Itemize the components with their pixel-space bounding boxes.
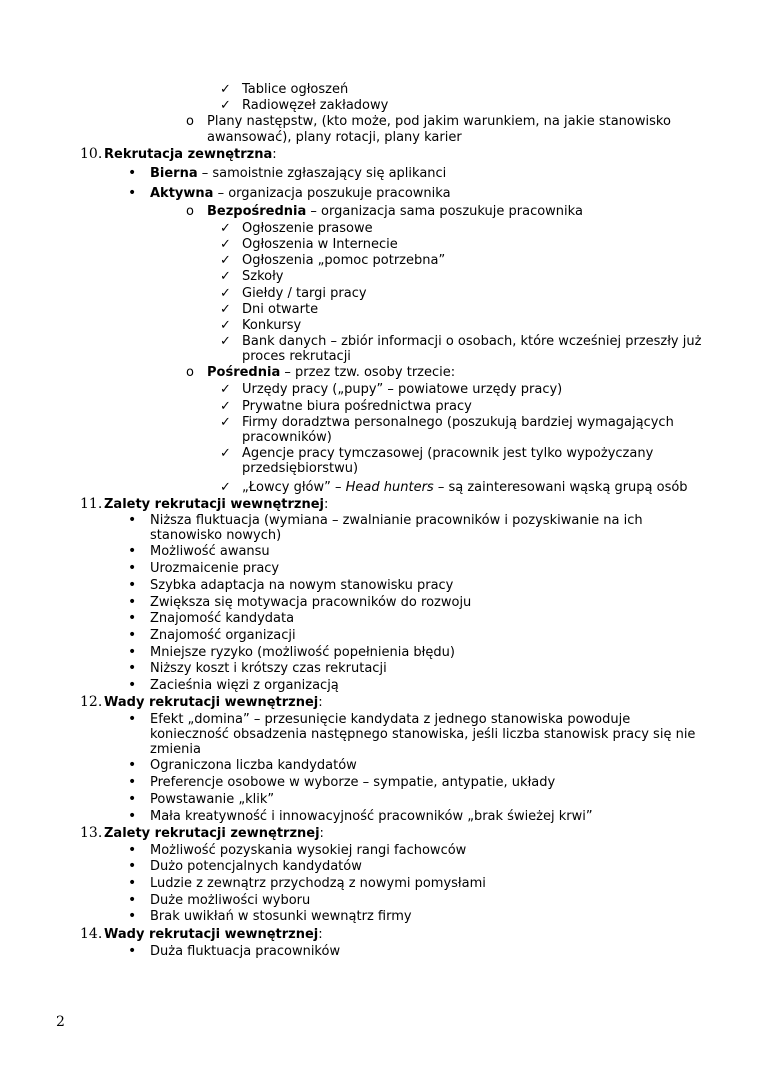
list-item: Dużo potencjalnych kandydatów bbox=[150, 859, 362, 874]
colon: : bbox=[318, 927, 323, 942]
check-icon: ✓ bbox=[220, 446, 231, 461]
list-item-continuation: awansować), plany rotacji, plany karier bbox=[207, 130, 462, 145]
list-item: Duża fluktuacja pracowników bbox=[150, 944, 341, 959]
check-icon: ✓ bbox=[220, 253, 231, 268]
circle-bullet-icon: o bbox=[186, 204, 194, 219]
bullet-icon: • bbox=[128, 512, 137, 528]
definition: – są zainteresowani wąską grupą osób bbox=[433, 480, 688, 495]
list-item: Zacieśnia więzi z organizacją bbox=[150, 678, 339, 693]
bullet-icon: • bbox=[128, 627, 137, 643]
list-item: Preferencje osobowe w wyborze – sympatie, antypatie, układy bbox=[150, 775, 556, 790]
list-item: Efekt „domina” – przesunięcie kandydata z jednego stanowiska powoduje bbox=[150, 712, 631, 727]
bullet-icon: • bbox=[128, 711, 137, 727]
list-item: Ogłoszenia w Internecie bbox=[242, 237, 398, 252]
list-item: Plany następstw, (kto może, pod jakim warunkiem, na jakie stanowisko bbox=[207, 114, 671, 129]
bullet-icon: • bbox=[128, 858, 137, 874]
list-item: Konkursy bbox=[242, 318, 302, 333]
list-item: Szybka adaptacja na nowym stanowisku pracy bbox=[150, 578, 454, 593]
colon: : bbox=[272, 147, 277, 162]
list-item-continuation: pracowników) bbox=[242, 430, 332, 445]
list-item: Tablice ogłoszeń bbox=[242, 82, 349, 97]
section-number: 10. bbox=[80, 146, 103, 162]
bullet-icon: • bbox=[128, 791, 137, 807]
list-item: Zwiększa się motywacja pracowników do rozwoju bbox=[150, 595, 472, 610]
list-item: Bank danych – zbiór informacji o osobach, które wcześniej przeszły już bbox=[242, 334, 702, 349]
term: „Łowcy głów” – bbox=[242, 480, 346, 495]
list-item: Ogłoszenie prasowe bbox=[242, 221, 373, 236]
list-item bbox=[207, 365, 455, 380]
list-item: Giełdy / targi pracy bbox=[242, 286, 367, 301]
section-title: Zalety rekrutacji zewnętrznej bbox=[104, 826, 320, 841]
list-item: Prywatne biura pośrednictwa pracy bbox=[242, 399, 472, 414]
bullet-icon: • bbox=[128, 757, 137, 773]
list-item: Urozmaicenie pracy bbox=[150, 561, 280, 576]
list-item: Powstawanie „klik” bbox=[150, 792, 275, 807]
list-item: Mniejsze ryzyko (możliwość popełnienia błędu) bbox=[150, 645, 455, 660]
list-item: Znajomość organizacji bbox=[150, 628, 296, 643]
section-number: 14. bbox=[80, 926, 103, 942]
check-icon: ✓ bbox=[220, 399, 231, 414]
check-icon: ✓ bbox=[220, 286, 231, 301]
bullet-icon: • bbox=[128, 943, 137, 959]
section-heading bbox=[104, 147, 277, 162]
list-item: Niższy koszt i krótszy czas rekrutacji bbox=[150, 661, 387, 676]
definition: – organizacja poszukuje pracownika bbox=[213, 186, 451, 201]
bullet-icon: • bbox=[128, 560, 137, 576]
list-item: Możliwość awansu bbox=[150, 544, 270, 559]
list-item: Szkoły bbox=[242, 269, 284, 284]
bullet-icon: • bbox=[128, 892, 137, 908]
section-title: Zalety rekrutacji wewnętrznej bbox=[104, 497, 324, 512]
list-item bbox=[207, 204, 583, 219]
bullet-icon: • bbox=[128, 875, 137, 891]
list-item-continuation: proces rekrutacji bbox=[242, 349, 351, 364]
bullet-icon: • bbox=[128, 543, 137, 559]
section-title: Rekrutacja zewnętrzna bbox=[104, 147, 273, 162]
bullet-icon: • bbox=[128, 660, 137, 676]
bullet-icon: • bbox=[128, 577, 137, 593]
list-item bbox=[242, 480, 688, 495]
bullet-icon: • bbox=[128, 908, 137, 924]
bullet-icon: • bbox=[128, 677, 137, 693]
section-title: Wady rekrutacji wewnętrznej bbox=[104, 695, 319, 710]
check-icon: ✓ bbox=[220, 318, 231, 333]
check-icon: ✓ bbox=[220, 221, 231, 236]
check-icon: ✓ bbox=[220, 302, 231, 317]
section-heading bbox=[104, 826, 324, 841]
list-item: Możliwość pozyskania wysokiej rangi fachowców bbox=[150, 843, 467, 858]
check-icon: ✓ bbox=[220, 82, 231, 97]
bullet-icon: • bbox=[128, 842, 137, 858]
list-item bbox=[150, 166, 446, 181]
list-item: Mała kreatywność i innowacyjność pracowników „brak świeżej krwi” bbox=[150, 809, 593, 824]
section-heading bbox=[104, 695, 323, 710]
bullet-icon: • bbox=[128, 185, 137, 201]
definition: – samoistnie zgłaszający się aplikanci bbox=[197, 166, 447, 181]
list-item: Ograniczona liczba kandydatów bbox=[150, 758, 357, 773]
section-title: Wady rekrutacji wewnętrznej bbox=[104, 927, 319, 942]
bullet-icon: • bbox=[128, 774, 137, 790]
check-icon: ✓ bbox=[220, 480, 231, 495]
term-english: Head hunters bbox=[345, 480, 434, 495]
definition: – przez tzw. osoby trzecie: bbox=[280, 365, 456, 380]
list-item: Brak uwikłań w stosunki wewnątrz firmy bbox=[150, 909, 412, 924]
term: Bezpośrednia bbox=[207, 204, 307, 219]
circle-bullet-icon: o bbox=[186, 365, 194, 380]
list-item: Znajomość kandydata bbox=[150, 611, 295, 626]
list-item: Duże możliwości wyboru bbox=[150, 893, 311, 908]
check-icon: ✓ bbox=[220, 269, 231, 284]
check-icon: ✓ bbox=[220, 382, 231, 397]
check-icon: ✓ bbox=[220, 237, 231, 252]
list-item: Firmy doradztwa personalnego (poszukują bardziej wymagających bbox=[242, 415, 674, 430]
bullet-icon: • bbox=[128, 644, 137, 660]
list-item bbox=[150, 186, 451, 201]
colon: : bbox=[318, 695, 323, 710]
list-item: Ogłoszenia „pomoc potrzebna” bbox=[242, 253, 446, 268]
list-item-continuation: przedsiębiorstwu) bbox=[242, 461, 359, 476]
section-heading bbox=[104, 927, 323, 942]
bullet-icon: • bbox=[128, 594, 137, 610]
circle-bullet-icon: o bbox=[186, 114, 194, 129]
colon: : bbox=[323, 497, 329, 512]
list-item: Niższa fluktuacja (wymiana – zwalnianie pracowników i pozyskiwanie na ich bbox=[150, 513, 643, 528]
bullet-icon: • bbox=[128, 610, 137, 626]
list-item: Agencje pracy tymczasowej (pracownik jest tylko wypożyczany bbox=[242, 446, 654, 461]
list-item: Radiowęzeł zakładowy bbox=[242, 98, 389, 113]
section-heading bbox=[104, 497, 328, 512]
list-item: Urzędy pracy („pupy” – powiatowe urzędy pracy) bbox=[242, 382, 563, 397]
section-number: 11. bbox=[80, 496, 103, 512]
definition: – organizacja sama poszukuje pracownika bbox=[306, 204, 583, 219]
check-icon: ✓ bbox=[220, 415, 231, 430]
list-item-continuation: zmienia bbox=[150, 742, 201, 757]
section-number: 12. bbox=[80, 694, 103, 710]
bullet-icon: • bbox=[128, 165, 137, 181]
section-number: 13. bbox=[80, 825, 103, 841]
term: Bierna bbox=[150, 166, 198, 181]
check-icon: ✓ bbox=[220, 98, 231, 113]
check-icon: ✓ bbox=[220, 334, 231, 349]
colon: : bbox=[319, 826, 324, 841]
list-item-continuation: stanowisko nowych) bbox=[150, 528, 282, 543]
term: Aktywna bbox=[150, 186, 214, 201]
list-item-continuation: konieczność obsadzenia następnego stanowiska, jeśli liczba stanowisk pracy się nie bbox=[150, 727, 696, 742]
bullet-icon: • bbox=[128, 808, 137, 824]
list-item: Dni otwarte bbox=[242, 302, 319, 317]
term: Pośrednia bbox=[207, 365, 281, 380]
list-item: Ludzie z zewnątrz przychodzą z nowymi pomysłami bbox=[150, 876, 486, 891]
page-number: 2 bbox=[56, 1014, 65, 1030]
